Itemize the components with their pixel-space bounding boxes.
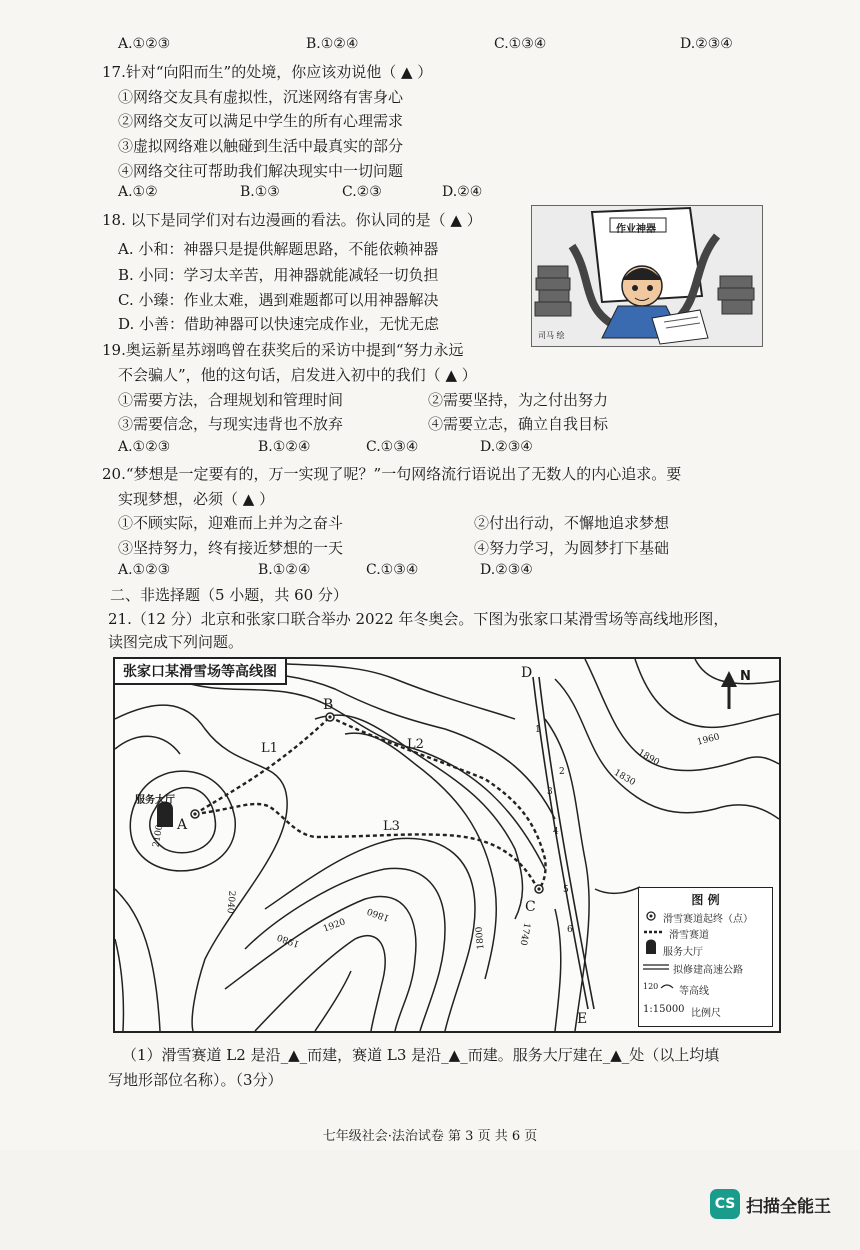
legend-service-hall: 服务大厅 bbox=[663, 947, 703, 958]
q20-option-c: C.①③④ bbox=[366, 562, 419, 578]
point-c-label: C bbox=[525, 899, 536, 915]
q17-item-3: ③虚拟网络难以触碰到生活中最真实的部分 bbox=[118, 137, 404, 155]
contour-label-1860: 1860 bbox=[365, 905, 391, 923]
contour-label-1890: 1890 bbox=[636, 747, 661, 769]
q19-item-4: ④需要立志，确立自我目标 bbox=[428, 415, 609, 433]
road-mark-1: 1 bbox=[535, 725, 541, 735]
point-a-label: A bbox=[177, 817, 188, 833]
q20-item-1: ①不顾实际，迎难而上并为之奋斗 bbox=[118, 514, 344, 532]
road-mark-5: 5 bbox=[563, 885, 569, 895]
contour-label-2040: 2040 bbox=[224, 890, 237, 914]
contour-label-2100: 2100 bbox=[151, 823, 166, 849]
q19-stem-line2: 不会骗人”，他的这句话，启发进入初中的我们（ ▲ ） bbox=[118, 366, 477, 384]
q21-stem-line1: 21.（12 分）北京和张家口联合举办 2022 年冬奥会。下图为张家口某滑雪场等高线地形图， bbox=[108, 610, 729, 628]
q20-option-a: A.①②③ bbox=[118, 562, 171, 578]
road-mark-6: 6 bbox=[567, 925, 573, 935]
q16-option-a: A.①②③ bbox=[118, 36, 171, 52]
page-footer: 七年级社会·法治试卷 第 3 页 共 6 页 bbox=[322, 1129, 538, 1144]
q17-item-4: ④网络交往可帮助我们解决现实中一切问题 bbox=[118, 162, 404, 180]
q20-item-4: ④努力学习，为圆梦打下基础 bbox=[474, 539, 670, 557]
cartoon-sign-text: 作业神器 bbox=[616, 224, 656, 235]
legend-ski-track: 滑雪赛道 bbox=[669, 930, 709, 941]
q17-option-b: B.①③ bbox=[240, 184, 280, 200]
legend-title: 图 例 bbox=[691, 893, 720, 907]
point-b-label: B bbox=[323, 697, 334, 713]
road-mark-2: 2 bbox=[559, 767, 565, 777]
q17-option-d: D.②④ bbox=[442, 184, 483, 200]
q19-item-3: ③需要信念，与现实违背也不放弃 bbox=[118, 415, 344, 433]
camscanner-logo-icon: CS bbox=[710, 1189, 740, 1219]
contour-label-1980: 1980 bbox=[275, 931, 301, 949]
contour-label-1960: 1960 bbox=[696, 732, 721, 748]
point-d-label: D bbox=[521, 665, 533, 681]
contour-label-1920: 1920 bbox=[321, 917, 347, 935]
q19-option-c: C.①③④ bbox=[366, 439, 419, 455]
cartoon-credit: 司马 绘 bbox=[538, 331, 565, 340]
q17-item-2: ②网络交友可以满足中学生的所有心理需求 bbox=[118, 112, 404, 130]
q20-item-3: ③坚持努力，终有接近梦想的一天 bbox=[118, 539, 344, 557]
north-label: N bbox=[740, 669, 751, 684]
q19-option-b: B.①②④ bbox=[258, 439, 311, 455]
legend-scale-value: 1:15000 bbox=[643, 1004, 685, 1015]
q16-option-b: B.①②④ bbox=[306, 36, 359, 52]
q17-option-a: A.①② bbox=[118, 184, 158, 200]
legend-contour: 等高线 bbox=[679, 986, 709, 997]
q19-stem-line1: 19.奥运新星苏翊鸣曾在获奖后的采访中提到“努力永远 bbox=[102, 341, 464, 359]
legend-track-endpoint: 滑雪赛道起终（点） bbox=[663, 914, 753, 925]
homework-cartoon bbox=[531, 205, 763, 347]
q20-option-d: D.②③④ bbox=[480, 562, 533, 578]
track-l1-label: L1 bbox=[261, 741, 278, 756]
q19-option-a: A.①②③ bbox=[118, 439, 171, 455]
q18-item-c: C. 小臻：作业太难，遇到难题都可以用神器解决 bbox=[118, 291, 439, 309]
camscanner-watermark: 扫描全能王 bbox=[746, 1197, 831, 1217]
q17-option-c: C.②③ bbox=[342, 184, 382, 200]
map-title: 张家口某滑雪场等高线图 bbox=[115, 659, 287, 685]
q21-sub1-line2: 写地形部位名称）。（3分） bbox=[108, 1071, 283, 1089]
map-legend bbox=[638, 887, 773, 1027]
road-mark-4: 4 bbox=[553, 827, 559, 837]
q18-item-b: B. 小同：学习太辛苦，用神器就能减轻一切负担 bbox=[118, 266, 439, 284]
q18-stem: 18. 以下是同学们对右边漫画的看法。你认同的是（ ▲ ） bbox=[102, 211, 482, 229]
section-heading: 二、非选择题（5 小题，共 60 分） bbox=[110, 586, 348, 604]
contour-label-1830: 1830 bbox=[612, 767, 637, 789]
legend-scale: 比例尺 bbox=[691, 1008, 721, 1019]
q20-item-2: ②付出行动，不懈地追求梦想 bbox=[474, 514, 670, 532]
track-l3-label: L3 bbox=[383, 819, 400, 834]
q17-stem: 17.针对“向阳而生”的处境，你应该劝说他（ ▲ ） bbox=[102, 63, 433, 81]
q16-option-d: D.②③④ bbox=[680, 36, 733, 52]
q20-stem-line2: 实现梦想，必须（ ▲ ） bbox=[118, 490, 275, 508]
q18-item-d: D. 小善：借助神器可以快速完成作业，无忧无虑 bbox=[118, 315, 440, 333]
q20-stem-line1: 20.“梦想是一定要有的，万一实现了呢？”一句网络流行语说出了无数人的内心追求。要 bbox=[102, 465, 682, 483]
q21-stem-line2: 读图完成下列问题。 bbox=[108, 633, 244, 651]
q20-option-b: B.①②④ bbox=[258, 562, 311, 578]
q17-item-1: ①网络交友具有虚拟性，沉迷网络有害身心 bbox=[118, 88, 404, 106]
q19-item-2: ②需要坚持，为之付出努力 bbox=[428, 391, 609, 409]
point-e-label: E bbox=[577, 1011, 588, 1027]
q19-option-d: D.②③④ bbox=[480, 439, 533, 455]
legend-contour-sample: 120 bbox=[643, 982, 659, 991]
q19-item-1: ①需要方法，合理规划和管理时间 bbox=[118, 391, 344, 409]
service-hall-label: 服务大厅 bbox=[135, 795, 175, 806]
road-mark-3: 3 bbox=[547, 787, 553, 797]
legend-highway: 拟修建高速公路 bbox=[673, 965, 743, 976]
q18-item-a: A. 小和：神器只是提供解题思路，不能依赖神器 bbox=[118, 240, 439, 258]
contour-label-1740: 1740 bbox=[517, 921, 532, 947]
q21-sub1-line1: （1）滑雪赛道 L2 是沿_▲_而建，赛道 L3 是沿_▲_而建。服务大厅建在_▲_处（以上均填 bbox=[122, 1046, 720, 1064]
track-l2-label: L2 bbox=[407, 737, 424, 752]
contour-label-1800: 1800 bbox=[474, 926, 487, 950]
contour-map bbox=[113, 657, 781, 1033]
q16-option-c: C.①③④ bbox=[494, 36, 547, 52]
